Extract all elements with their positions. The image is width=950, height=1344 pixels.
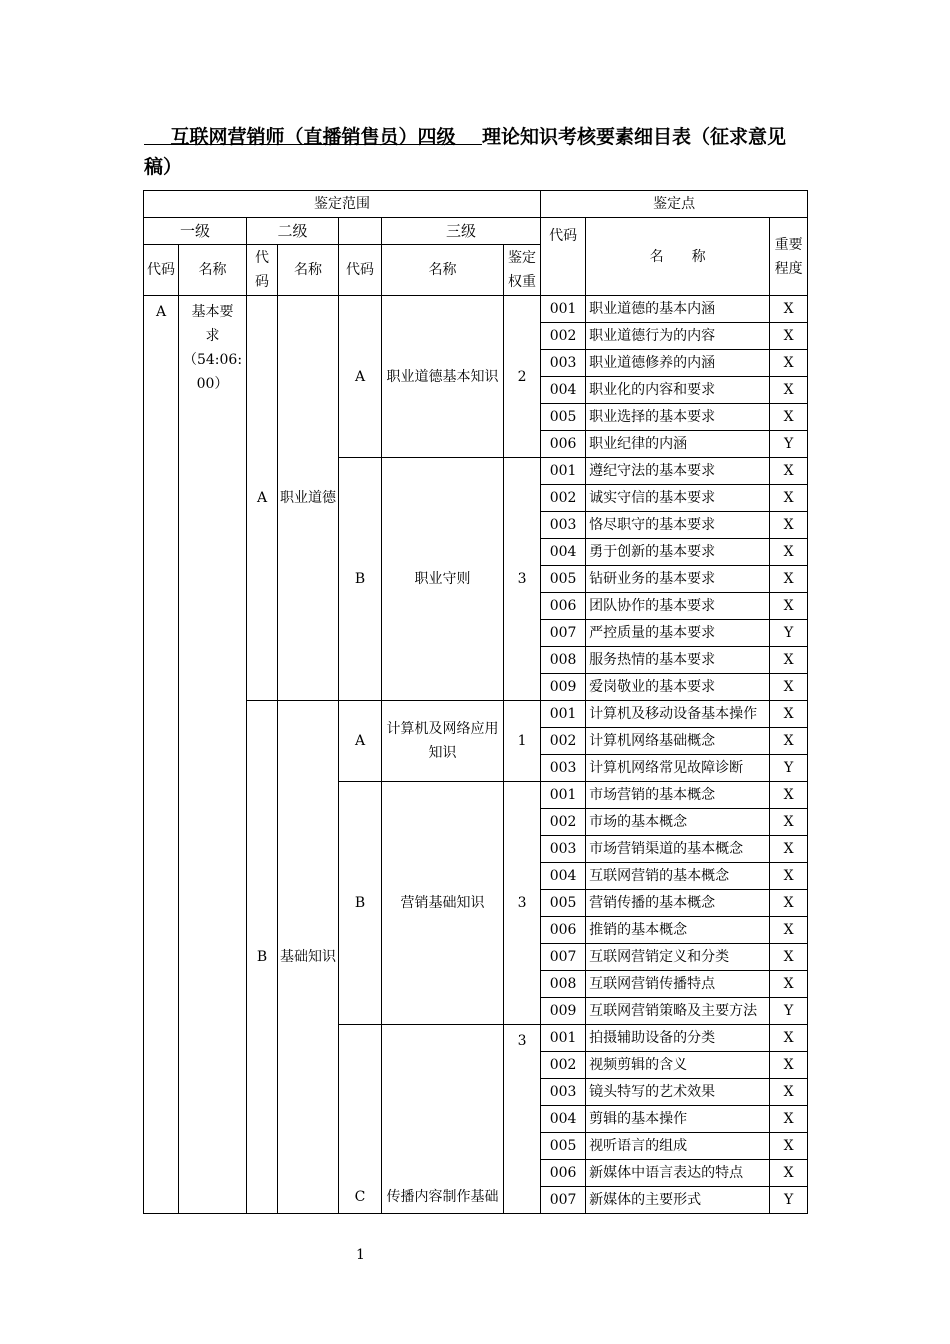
point-code: 004: [541, 1106, 586, 1133]
point-name: 恪尽职守的基本要求: [586, 512, 770, 539]
title-job-name: 互联网营销师（直播销售员）四级: [170, 126, 456, 148]
point-name: 严控质量的基本要求: [586, 620, 770, 647]
point-code: 005: [541, 1133, 586, 1160]
point-importance: Y: [770, 431, 808, 458]
level3-name: 营销基础知识: [382, 782, 504, 1025]
point-code: 003: [541, 755, 586, 782]
point-importance: X: [770, 917, 808, 944]
header-point-name: 名 称: [586, 218, 770, 296]
point-name: 互联网营销传播特点: [586, 971, 770, 998]
point-code: 008: [541, 647, 586, 674]
point-code: 002: [541, 485, 586, 512]
assessment-table: [143, 190, 808, 1214]
point-name: 推销的基本概念: [586, 917, 770, 944]
point-name: 勇于创新的基本要求: [586, 539, 770, 566]
point-importance: X: [770, 1133, 808, 1160]
point-importance: X: [770, 701, 808, 728]
point-name: 诚实守信的基本要求: [586, 485, 770, 512]
level3-code: B: [339, 458, 382, 701]
point-importance: X: [770, 485, 808, 512]
point-importance: X: [770, 836, 808, 863]
header-level1: 一级: [144, 218, 247, 245]
point-name: 计算机网络基础概念: [586, 728, 770, 755]
point-name: 职业选择的基本要求: [586, 404, 770, 431]
point-code: 001: [541, 701, 586, 728]
level3-code: B: [339, 782, 382, 1025]
point-code: 008: [541, 971, 586, 998]
point-importance: X: [770, 377, 808, 404]
level3-weight: 3: [504, 1025, 541, 1214]
point-name: 营销传播的基本概念: [586, 890, 770, 917]
point-code: 004: [541, 863, 586, 890]
point-importance: X: [770, 944, 808, 971]
point-name: 职业道德行为的内容: [586, 323, 770, 350]
point-name: 钻研业务的基本要求: [586, 566, 770, 593]
point-importance: Y: [770, 1187, 808, 1214]
point-code: 001: [541, 458, 586, 485]
level1-note: （54:06:00）: [182, 352, 243, 392]
point-importance: X: [770, 458, 808, 485]
point-name: 市场的基本概念: [586, 809, 770, 836]
header-l1-name: 名称: [179, 245, 247, 296]
header-l2-name: 名称: [278, 245, 339, 296]
level3-name: 传播内容制作基础: [382, 1025, 504, 1214]
level1-code: A: [144, 296, 179, 1214]
point-code: 003: [541, 350, 586, 377]
level3-name: 计算机及网络应用知识: [382, 701, 504, 782]
point-code: 002: [541, 1052, 586, 1079]
point-name: 职业纪律的内涵: [586, 431, 770, 458]
header-l2-code: 代码: [247, 245, 278, 296]
point-name: 遵纪守法的基本要求: [586, 458, 770, 485]
point-code: 005: [541, 404, 586, 431]
header-blank: [339, 218, 382, 245]
point-importance: X: [770, 296, 808, 323]
document-title: [144, 122, 808, 182]
point-code: 001: [541, 1025, 586, 1052]
page-number: 1: [356, 1247, 365, 1263]
point-importance: X: [770, 890, 808, 917]
level3-weight: 3: [504, 458, 541, 701]
point-code: 006: [541, 593, 586, 620]
point-code: 004: [541, 539, 586, 566]
point-code: 002: [541, 728, 586, 755]
point-name: 视听语言的组成: [586, 1133, 770, 1160]
point-importance: X: [770, 566, 808, 593]
point-importance: X: [770, 593, 808, 620]
point-name: 职业化的内容和要求: [586, 377, 770, 404]
point-name: 职业道德修养的内涵: [586, 350, 770, 377]
level3-code: A: [339, 701, 382, 782]
header-level3: 三级: [382, 218, 541, 245]
level1-name: 基本要求: [191, 304, 234, 344]
point-name: 服务热情的基本要求: [586, 647, 770, 674]
point-code: 001: [541, 782, 586, 809]
point-importance: X: [770, 512, 808, 539]
point-code: 002: [541, 323, 586, 350]
point-name: 镜头特写的艺术效果: [586, 1079, 770, 1106]
point-code: 006: [541, 1160, 586, 1187]
header-l3-code: 代码: [339, 245, 382, 296]
level3-weight: 1: [504, 701, 541, 782]
point-name: 互联网营销的基本概念: [586, 863, 770, 890]
point-code: 002: [541, 809, 586, 836]
point-name: 视频剪辑的含义: [586, 1052, 770, 1079]
level2-code: B: [247, 701, 278, 1214]
header-points: 鉴定点: [541, 191, 808, 218]
level3-weight: 2: [504, 296, 541, 458]
point-code: 007: [541, 620, 586, 647]
point-code: 006: [541, 917, 586, 944]
point-name: 剪辑的基本操作: [586, 1106, 770, 1133]
point-importance: X: [770, 323, 808, 350]
point-name: 爱岗敬业的基本要求: [586, 674, 770, 701]
point-importance: X: [770, 1025, 808, 1052]
point-code: 005: [541, 566, 586, 593]
point-name: 拍摄辅助设备的分类: [586, 1025, 770, 1052]
level1-name-cell: [179, 296, 247, 1214]
point-code: 005: [541, 890, 586, 917]
header-scope: 鉴定范围: [144, 191, 541, 218]
point-importance: X: [770, 647, 808, 674]
header-l1-code: 代码: [144, 245, 179, 296]
point-importance: Y: [770, 998, 808, 1025]
point-code: 003: [541, 512, 586, 539]
point-code: 006: [541, 431, 586, 458]
point-name: 互联网营销定义和分类: [586, 944, 770, 971]
title-table-name: 理论知识考核要素细目表（征求意见稿）: [144, 126, 786, 178]
point-importance: X: [770, 674, 808, 701]
point-importance: X: [770, 404, 808, 431]
point-name: 新媒体中语言表达的特点: [586, 1160, 770, 1187]
point-name: 计算机及移动设备基本操作: [586, 701, 770, 728]
level2-name: 职业道德: [278, 296, 339, 701]
level3-code: C: [339, 1025, 382, 1214]
point-code: 009: [541, 998, 586, 1025]
point-importance: Y: [770, 755, 808, 782]
point-code: 004: [541, 377, 586, 404]
point-importance: X: [770, 971, 808, 998]
point-code: 003: [541, 836, 586, 863]
level2-code: A: [247, 296, 278, 701]
level3-name: 职业道德基本知识: [382, 296, 504, 458]
point-name: 团队协作的基本要求: [586, 593, 770, 620]
header-l3-name: 名称: [382, 245, 504, 296]
header-point-code: 代码: [541, 218, 586, 296]
point-code: 009: [541, 674, 586, 701]
point-name: 市场营销渠道的基本概念: [586, 836, 770, 863]
point-importance: X: [770, 1106, 808, 1133]
level3-name: 职业守则: [382, 458, 504, 701]
point-name: 职业道德的基本内涵: [586, 296, 770, 323]
level2-name: 基础知识: [278, 701, 339, 1214]
point-name: 市场营销的基本概念: [586, 782, 770, 809]
point-name: 计算机网络常见故障诊断: [586, 755, 770, 782]
point-importance: X: [770, 350, 808, 377]
header-level2: 二级: [247, 218, 339, 245]
point-importance: X: [770, 539, 808, 566]
point-name: 互联网营销策略及主要方法: [586, 998, 770, 1025]
table-row: [144, 296, 808, 323]
point-importance: X: [770, 863, 808, 890]
point-importance: X: [770, 809, 808, 836]
header-weight: 鉴定权重: [504, 245, 541, 296]
point-code: 003: [541, 1079, 586, 1106]
point-code: 007: [541, 1187, 586, 1214]
level3-code: A: [339, 296, 382, 458]
point-code: 007: [541, 944, 586, 971]
point-importance: X: [770, 1079, 808, 1106]
point-importance: Y: [770, 620, 808, 647]
point-importance: X: [770, 1160, 808, 1187]
level3-weight: 3: [504, 782, 541, 1025]
point-importance: X: [770, 1052, 808, 1079]
point-importance: X: [770, 728, 808, 755]
point-name: 新媒体的主要形式: [586, 1187, 770, 1214]
point-code: 001: [541, 296, 586, 323]
point-importance: X: [770, 782, 808, 809]
header-importance: 重要程度: [770, 218, 808, 296]
